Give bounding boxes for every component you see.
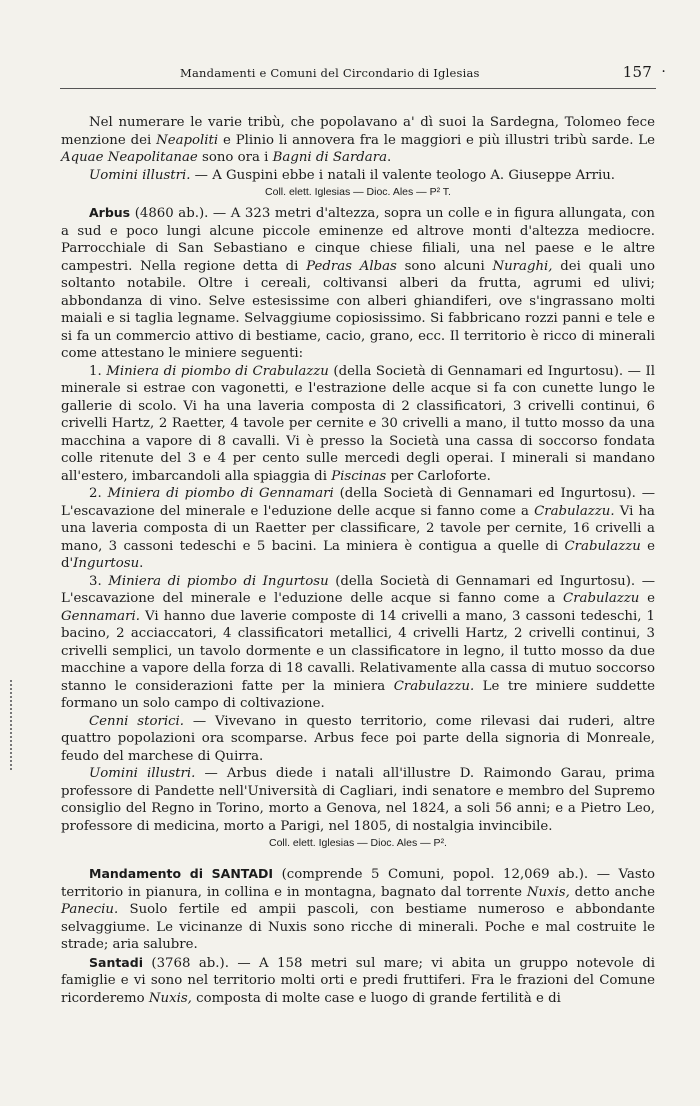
paragraph-neapoliti bbox=[61, 114, 655, 167]
text-run: Vi hanno due laverie composte di 14 crivelli a mano, 3 cassoni tedeschi, 1 bacino, 2 acciaccatori, 4 classificatori metallici, 4 crivelli Hartz, 2 crivelli continui, 3 crivelli semplici, un tavolo dormente e un classificatore in legno, il tutto mosso da due macchine a vapore della forza di 18 cavalli. Relativamente alla cassa di mutuo soccorso stanno le considerazioni fatte per la miniera bbox=[61, 608, 655, 694]
text-run: 1. bbox=[89, 363, 107, 379]
text-run: 3. bbox=[89, 573, 109, 589]
text-run: — A Guspini ebbe i natali il valente teologo A. Giuseppe Arriu. bbox=[190, 167, 615, 183]
paragraph-cenni-storici bbox=[61, 713, 655, 766]
italic-run: Paneciu. bbox=[61, 902, 119, 917]
text-run: Nel numerare le varie tribù, che popolavano a' dì suoi la Sardegna, Tolomeo fece menzione dei bbox=[61, 115, 655, 148]
italic-run: Nuxis, bbox=[526, 884, 570, 900]
paragraph-miniera-gennamari bbox=[61, 485, 655, 573]
paragraph-santadi bbox=[61, 954, 655, 1008]
italic-run: Uomini illustri. bbox=[89, 766, 196, 781]
italic-run: Cenni storici. bbox=[89, 713, 184, 729]
body-text bbox=[61, 114, 655, 1007]
text-run: (della Società di Gennamari ed Ingurtosu). — Il minerale si estrae con vagonetti, e l'estrazione delle acque si fa con cunette lungo le gallerie di scolo. Vi ha una laveria composta di 2 classificatori, 3 crivelli continui, 6 crivelli Hartz, 2 Raetter, 4 tavole per cernite e 30 crivelli a mano, il tutto mosso da una macchina a vapore di 8 cavalli. Vi è presso la Società una cassa di soccorso fondata colle ritenute del 3 e 4 per cento sulle mercedi degli operai. I minerali si mandano all'estero, imbarcandoli alla spiaggia di bbox=[61, 363, 656, 484]
paragraph-uomini-guspini bbox=[61, 167, 655, 185]
italic-run: Ingurtosu bbox=[73, 556, 140, 571]
text-run: — Arbus diede i natali all'illustre D. Raimondo Garau, prima professore di Pandette nell'Università di Cagliari, indi senatore e membro del Supremo consiglio del Regno in Torino, morto a Genova, nel 1824, a soli 56 anni; e a Pietro Leo, professore di medicina, morto a Parigi, nel 1805, di nostalgia invincibile. bbox=[61, 766, 655, 834]
text-run: sono ora i bbox=[197, 150, 273, 165]
italic-run: Bagni di Sardara bbox=[272, 150, 388, 165]
paragraph-arbus bbox=[61, 204, 655, 363]
text-run: e d' bbox=[61, 538, 655, 571]
citation-line: Coll. elett. Iglesias — Dioc. Ales — P² T. bbox=[265, 186, 451, 198]
italic-run: Gennamari. bbox=[61, 608, 140, 624]
text-run: (comprende 5 Comuni, popol. 12,069 ab.). — Vasto territorio in pianura, in collina e in montagna, bagnato dal torrente bbox=[61, 867, 655, 900]
entry-heading: Arbus bbox=[89, 205, 131, 220]
header-mark: · bbox=[661, 64, 666, 80]
text-run: 2. bbox=[89, 486, 108, 501]
page-number: 157 bbox=[622, 63, 652, 81]
italic-run: Miniera di piombo di Crabulazzu bbox=[106, 363, 329, 379]
citation-line: Coll. elett. Iglesias — Dioc. Ales — P². bbox=[269, 837, 447, 849]
text-run: Le tre miniere suddette formano un solo campo di coltivazione. bbox=[61, 678, 655, 711]
text-run: per Carloforte. bbox=[386, 468, 491, 484]
text-run: Vi ha una laveria composta di un Raetter per classificare, 2 tavole per cernite, 16 crivelli a mano, 3 cassoni tedeschi e 5 bacini. La miniera è contigua a quelle di bbox=[61, 503, 655, 554]
entry-heading: Santadi bbox=[89, 954, 143, 970]
running-header bbox=[62, 62, 666, 84]
text-run: . bbox=[139, 556, 144, 571]
italic-run: Miniera di piombo di Ingurtosu bbox=[108, 573, 329, 589]
binding-edge-mark bbox=[10, 680, 14, 770]
italic-run: Nuraghi, bbox=[492, 258, 553, 274]
text-run: sono alcuni bbox=[396, 258, 493, 274]
text-run: composta di molte case e luogo di grande fertilità e di bbox=[191, 990, 561, 1006]
italic-run: Uomini illustri. bbox=[89, 167, 191, 183]
header-rule bbox=[60, 88, 656, 89]
paragraph-miniera-ingurtosu bbox=[61, 573, 655, 713]
text-run: (della Società di Gennamari ed Ingurtosu). — L'escavazione del minerale e l'eduzione delle acque si fanno come a bbox=[61, 486, 655, 519]
italic-run: Piscinas bbox=[331, 468, 387, 484]
text-run: — Vivevano in questo territorio, come rilevasi dai ruderi, altre quattro popolazioni ora scomparse. Arbus fece poi parte della signoria di Monreale, feudo del marchese di Quirra. bbox=[61, 713, 655, 764]
paragraph-mandamento-santadi bbox=[61, 865, 655, 954]
italic-run: Crabulazzu bbox=[563, 591, 640, 606]
text-run: Suolo fertile ed ampii pascoli, con bestiame numeroso e abbondante selvaggiume. Le vicinanze di Nuxis sono ricche di minerali. Poche e mal costruite le strade; aria salubre. bbox=[61, 902, 655, 952]
text-run: . bbox=[387, 150, 392, 165]
italic-run: Crabulazzu. bbox=[393, 678, 475, 694]
paragraph-uomini-arbus bbox=[61, 765, 655, 835]
text-run: (della Società di Gennamari ed Ingurtosu). — L'escavazione del minerale e l'eduzione delle acque si fanno come a bbox=[61, 573, 655, 606]
text-run: dei quali uno soltanto notabile. Oltre i cereali, coltivansi alberi da frutta, agrumi ed ulivi; abbondanza di vino. Selve estesissime con alberi ghiandiferi, ove s'ingrassano molti maiali e si taglia legname. Selvaggiume copiosissimo. Si fabbricano rozzi panni e tele e si fa un commercio attivo di bestiame, cacio, grano, ecc. Il territorio è ricco di minerali come attestano le miniere seguenti: bbox=[61, 258, 656, 361]
text-run: e bbox=[639, 591, 655, 606]
italic-run: Neapoliti bbox=[156, 132, 219, 148]
italic-run: Miniera di piombo di Gennamari bbox=[107, 486, 334, 501]
italic-run: Crabulazzu. bbox=[534, 503, 615, 519]
italic-run: Pedras Albas bbox=[306, 258, 397, 274]
text-run: detto anche bbox=[569, 884, 655, 900]
italic-run: Crabulazzu bbox=[564, 538, 641, 554]
text-run: (4860 ab.). — A 323 metri d'altezza, sopra un colle e in figura allungata, con a sud e poco lungi alcune piccole eminenze ed altrove monti d'altezza mediocre. Parrocchiale di San Sebastiano e cinque chiese filiali, una nel paese e le altre campestri. Nella regione detta di bbox=[61, 206, 655, 274]
paragraph-miniera-crabulazzu bbox=[61, 363, 655, 486]
italic-run: Nuxis, bbox=[148, 990, 192, 1006]
text-run: (3768 ab.). — A 158 metri sul mare; vi abita un gruppo notevole di famiglie e vi sono nel territorio molti orti e predi fruttiferi. Fra le frazioni del Comune ricorderemo bbox=[61, 955, 655, 1006]
text-run: e Plinio li annovera fra le maggiori e più illustri tribù sarde. Le bbox=[218, 132, 656, 148]
entry-heading: Mandamento di SANTADI bbox=[89, 866, 274, 881]
italic-run: Aquae Neapolitanae bbox=[61, 150, 198, 165]
running-title: Mandamenti e Comuni del Circondario di Iglesias bbox=[180, 66, 480, 80]
